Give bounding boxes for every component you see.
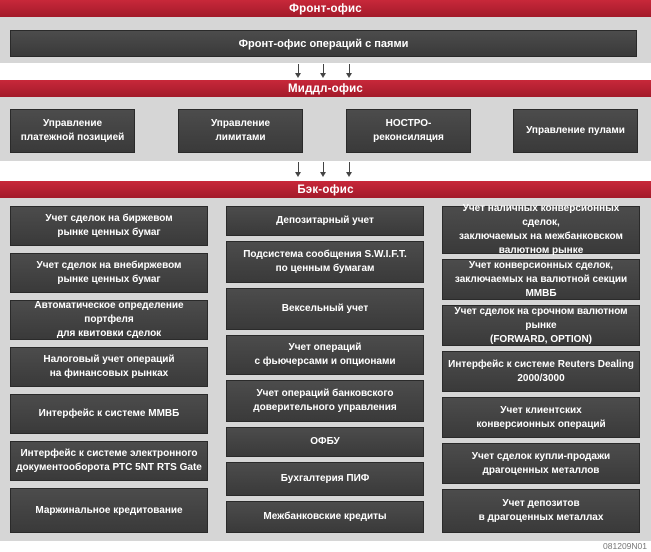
back-col1-item: Автоматическое определение портфеля для квитовки сделок xyxy=(10,300,208,340)
middle-office-header: Миддл-офис xyxy=(0,80,651,97)
arrow-front-middle-3 xyxy=(349,64,350,73)
back-col2-item: Учет операций с фьючерсами и опционами xyxy=(226,335,424,375)
front-office-header: Фронт-офис xyxy=(0,0,651,17)
back-col3-item: Учет клиентских конверсионных операций xyxy=(442,397,640,438)
back-col3-item: Учет конверсионных сделок, заключаемых на валютной секции ММВБ xyxy=(442,259,640,300)
arrow-middle-back-2 xyxy=(323,162,324,172)
arrow-middle-back-1 xyxy=(298,162,299,172)
back-col2-item: Межбанковские кредиты xyxy=(226,501,424,533)
middle-box-payment-position: Управление платежной позицией xyxy=(10,109,135,153)
back-col2-item: Подсистема сообщения S.W.I.F.T. по ценным бумагам xyxy=(226,241,424,283)
back-col1-item: Учет сделок на биржевом рынке ценных бумаг xyxy=(10,206,208,246)
back-col2-item: Бухгалтерия ПИФ xyxy=(226,462,424,496)
back-col3-item: Учет сделок на срочном валютном рынке (FORWARD, OPTION) xyxy=(442,305,640,346)
back-col2-item: Депозитарный учет xyxy=(226,206,424,236)
arrow-front-middle-2 xyxy=(323,64,324,73)
back-col1-item: Интерфейс к системе ММВБ xyxy=(10,394,208,434)
back-col3-item: Учет сделок купли-продажи драгоценных металлов xyxy=(442,443,640,484)
back-col1-item: Интерфейс к системе электронного документооборота РТС 5NT RTS Gate xyxy=(10,441,208,481)
back-col2-item: Вексельный учет xyxy=(226,288,424,330)
figure-code: 081209N01 xyxy=(603,541,647,551)
back-col3-item: Учет наличных конверсионных сделок, заключаемых на межбанковском валютном рынке xyxy=(442,206,640,254)
back-col3-item: Учет депозитов в драгоценных металлах xyxy=(442,489,640,533)
back-col2-item: Учет операций банковского доверительного управления xyxy=(226,380,424,422)
middle-box-nostro: НОСТРО- реконсиляция xyxy=(346,109,471,153)
back-col1-item: Учет сделок на внебиржевом рынке ценных бумаг xyxy=(10,253,208,293)
middle-box-limits: Управление лимитами xyxy=(178,109,303,153)
back-col1-item: Налоговый учет операций на финансовых рынках xyxy=(10,347,208,387)
back-col2-item: ОФБУ xyxy=(226,427,424,457)
back-office-header: Бэк-офис xyxy=(0,181,651,198)
middle-box-pools: Управление пулами xyxy=(513,109,638,153)
back-col3-item: Интерфейс к системе Reuters Dealing 2000/3000 xyxy=(442,351,640,392)
front-office-operations-box: Фронт-офис операций с паями xyxy=(10,30,637,57)
back-col1-item: Маржинальное кредитование xyxy=(10,488,208,533)
arrow-front-middle-1 xyxy=(298,64,299,73)
arrow-middle-back-3 xyxy=(349,162,350,172)
